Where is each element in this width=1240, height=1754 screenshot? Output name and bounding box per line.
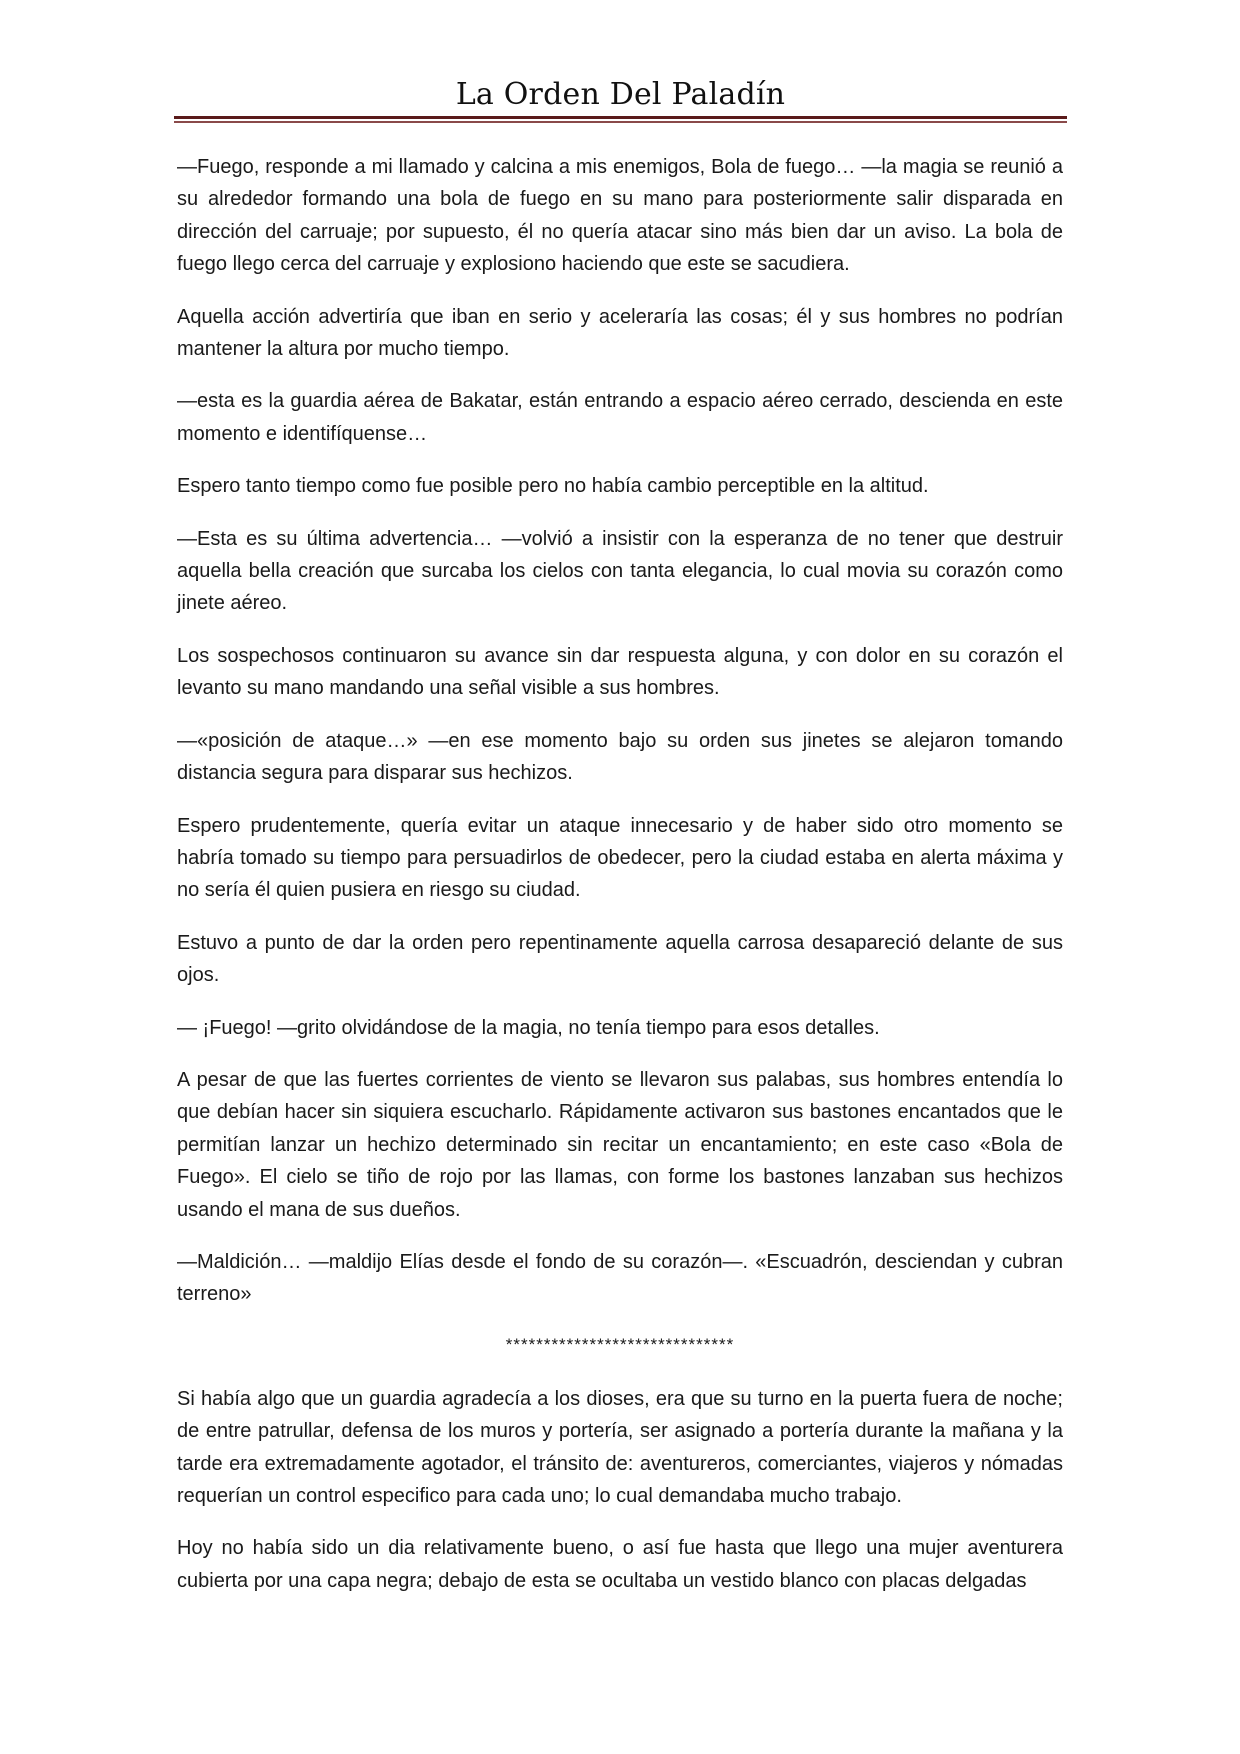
scene-separator: ******************************	[505, 1334, 735, 1354]
header-title: La Orden Del Paladín	[455, 77, 786, 112]
paragraph: —esta es la guardia aérea de Bakatar, están entrando a espacio aéreo cerrado, descienda en este momento e identifíquense…	[177, 390, 1063, 445]
header-rule-thin	[174, 121, 1067, 123]
paragraph: —Maldición… —maldijo Elías desde el fondo de su corazón—. «Escuadrón, desciendan y cubran terreno»	[177, 1250, 1063, 1306]
paragraph: Hoy no había sido un dia relativamente bueno, o así fue hasta que llego una mujer aventurera cubierta por una capa negra; debajo de esta se ocultaba un vestido blanco con placas delgadas	[177, 1537, 1063, 1592]
paragraph: A pesar de que las fuertes corrientes de viento se llevaron sus palabas, sus hombres entendía lo que debían hacer sin siquiera escucharlo. Rápidamente activaron sus bastones encantados que le permitían lanzar un hechizo determinado sin recitar un encantamiento; en este caso «Bola de Fuego». El cielo se tiño de rojo por las llamas, con forme los bastones lanzaban sus hechizos usando el mana de sus dueños.	[177, 1068, 1063, 1221]
paragraph: Estuvo a punto de dar la orden pero repentinamente aquella carrosa desapareció delante de sus ojos.	[177, 931, 1063, 987]
paragraph: Espero prudentemente, quería evitar un ataque innecesario y de haber sido otro momento se habría tomado su tiempo para persuadirlos de obedecer, pero la ciudad estaba en alerta máxima y no sería él quien pusiera en riesgo su ciudad.	[177, 814, 1063, 902]
paragraph: —«posición de ataque…» —en ese momento bajo su orden sus jinetes se alejaron tomando distancia segura para disparar sus hechizos.	[177, 729, 1063, 785]
body-text	[177, 151, 1063, 1617]
paragraph: —Esta es su última advertencia… —volvió a insistir con la esperanza de no tener que destruir aquella bella creación que surcaba los cielos con tanta elegancia, lo cual movia su corazón como jinete aéreo.	[177, 527, 1063, 615]
paragraph: Espero tanto tiempo como fue posible pero no había cambio perceptible en la altitud.	[177, 475, 929, 498]
paragraph: Los sospechosos continuaron su avance sin dar respuesta alguna, y con dolor en su corazón el levanto su mano mandando una señal visible a sus hombres.	[177, 644, 1063, 700]
page-header	[174, 70, 1067, 120]
header-rule	[174, 116, 1067, 123]
paragraph: Si había algo que un guardia agradecía a los dioses, era que su turno en la puerta fuera de noche; de entre patrullar, defensa de los muros y portería, ser asignado a portería durante la mañana y la tarde era extremadamente agotador, el tránsito de: aventureros, comerciantes, viajeros y nómadas requerían un control especifico para cada uno; lo cual demandaba mucho trabajo.	[177, 1387, 1063, 1507]
paragraph: Aquella acción advertiría que iban en serio y aceleraría las cosas; él y sus hombres no podrían mantener la altura por mucho tiempo.	[177, 305, 1063, 361]
paragraph: —Fuego, responde a mi llamado y calcina a mis enemigos, Bola de fuego… —la magia se reunió a su alrededor formando una bola de fuego en su mano para posteriormente salir disparada en dirección del carruaje; por supuesto, él no quería atacar sino más bien dar un aviso. La bola de fuego llego cerca del carruaje y explosiono haciendo que este se sacudiera.	[177, 156, 1063, 276]
paragraph: — ¡Fuego! —grito olvidándose de la magia, no tenía tiempo para esos detalles.	[177, 1016, 880, 1039]
